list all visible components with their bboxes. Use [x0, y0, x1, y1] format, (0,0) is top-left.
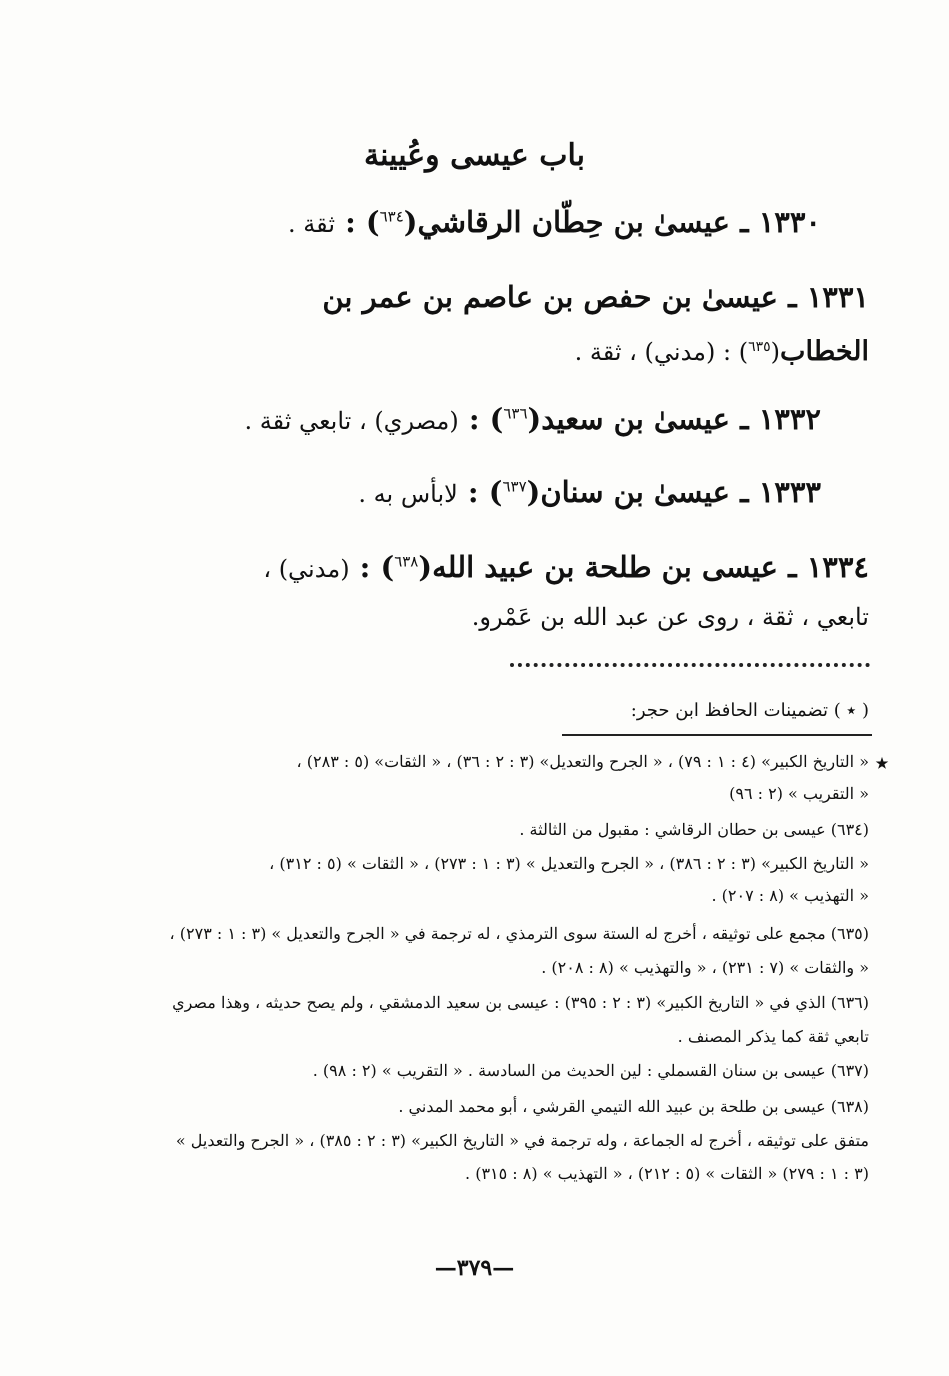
footnote-line: (٦٣٤) عيسى بن حطان الرقاشي : مقبول من الثالثة .	[519, 820, 869, 839]
footnote-rule	[562, 734, 872, 736]
entry-name: عيسىٰ بن سعيد	[541, 402, 730, 436]
entry-text: (مدني) ،	[263, 555, 350, 583]
footnote-line: « التاريخ الكبير» (٣ : ٢ : ٣٨٦) ، « الجرح والتعديل » (٣ : ١ : ٢٧٣) ، « الثقات » (٥ : ٣١٢) ،	[269, 854, 869, 873]
entry-text: (مدني) ، ثقة .	[574, 338, 716, 366]
entry-name-continuation: الخطاب	[780, 336, 869, 367]
footnote-ref: ٦٣٤	[379, 207, 404, 226]
entry-text: (مصري) ، تابعي ثقة .	[244, 407, 459, 435]
entry-text: ثقة .	[288, 210, 335, 238]
entry-number: ١٣٣٤	[806, 550, 869, 584]
entry-name: عيسى بن طلحة بن عبيد الله	[432, 550, 778, 584]
entry-1332: ١٣٣٢ ـ عيسىٰ بن سعيد($^{٦٣٦}$) : (مصري) ، تابعي ثقة .	[244, 402, 821, 436]
entry-text: لابأس به .	[358, 480, 458, 508]
footnote-ref: ٦٣٧	[502, 477, 527, 496]
entry-name: عيسىٰ بن حِطّان الرقاشي	[417, 205, 730, 239]
footnote-ref: ٦٣٦	[503, 404, 528, 423]
chapter-title: باب عيسى وعُيينة	[364, 138, 585, 173]
footnote-line: « التاريخ الكبير» (٤ : ١ : ٧٩) ، « الجرح والتعديل» (٣ : ٢ : ٣٦) ، « الثقات» (٥ : ٢٨٣) ،	[296, 752, 869, 771]
entry-1331: ١٣٣١ ـ عيسىٰ بن حفص بن عاصم بن عمر بن	[322, 280, 869, 314]
footnote-line: تابعي ثقة كما يذكر المصنف .	[677, 1027, 869, 1046]
entry-number: ١٣٣٣	[758, 475, 821, 509]
entry-1334-continuation: تابعي ، ثقة ، روى عن عبد الله بن عَمْرو.	[471, 603, 869, 631]
page-number: —٣٧٩—	[434, 1255, 515, 1281]
entry-number: ١٣٣٢	[758, 402, 821, 436]
footnote-line: (٦٣٧) عيسى بن سنان القسملي : لين الحديث من السادسة . « التقريب » (٢ : ٩٨) .	[312, 1061, 869, 1080]
entry-1330: ١٣٣٠ ـ عيسىٰ بن حِطّان الرقاشي($^{٦٣٤}$) : ثقة .	[288, 205, 821, 239]
footnote-line: « والثقات » (٧ : ٢٣١) ، « والتهذيب » (٨ : ٢٠٨) .	[541, 958, 869, 977]
entry-1334: ١٣٣٤ ـ عيسى بن طلحة بن عبيد الله($^{٦٣٨}$) : (مدني) ،	[263, 550, 869, 584]
separator-dots	[510, 655, 870, 667]
entry-name: عيسىٰ بن سنان	[540, 475, 730, 509]
footnote-ref: ٦٣٨	[394, 552, 419, 571]
footnote-header: ( ٭ ) تضمينات الحافظ ابن حجر:	[630, 700, 869, 721]
footnote-line: « التهذيب » (٨ : ٢٠٧) .	[711, 886, 869, 905]
footnote-line: متفق على توثيقه ، أخرج له الجماعة ، وله ترجمة في « التاريخ الكبير» (٣ : ٢ : ٣٨٥) ، « الجرح والتعديل »	[175, 1131, 869, 1150]
footnote-ref: ٦٣٥	[748, 339, 771, 355]
footnote-line: « التقريب » (٢ : ٩٦)	[729, 784, 869, 803]
star-marker: ٭	[876, 750, 888, 776]
entry-1331-continuation: الخطاب($^{٦٣٥}$) : (مدني) ، ثقة .	[574, 336, 869, 367]
entry-number: ١٣٣١	[806, 280, 869, 314]
footnote-line: (٦٣٨) عيسى بن طلحة بن عبيد الله التيمي القرشي ، أبو محمد المدني .	[398, 1097, 869, 1116]
entry-number: ١٣٣٠	[758, 205, 821, 239]
footnote-line: (٦٣٦) الذي في « التاريخ الكبير» (٣ : ٢ : ٣٩٥) : عيسى بن سعيد الدمشقي ، ولم يصح حديثه ، وهذا مصري	[172, 993, 869, 1012]
entry-1333: ١٣٣٣ ـ عيسىٰ بن سنان($^{٦٣٧}$) : لابأس به .	[358, 475, 821, 509]
footnote-line: (٣ : ١ : ٢٧٩) « الثقات » (٥ : ٢١٢) ، « التهذيب » (٨ : ٣١٥) .	[465, 1164, 869, 1183]
footnote-line: (٦٣٥) مجمع على توثيقه ، أخرج له الستة سوى الترمذي ، له ترجمة في « الجرح والتعديل » (٣ : ١ : ٢٧٣) ،	[169, 924, 869, 943]
entry-name: عيسىٰ بن حفص بن عاصم بن عمر بن	[322, 280, 778, 314]
